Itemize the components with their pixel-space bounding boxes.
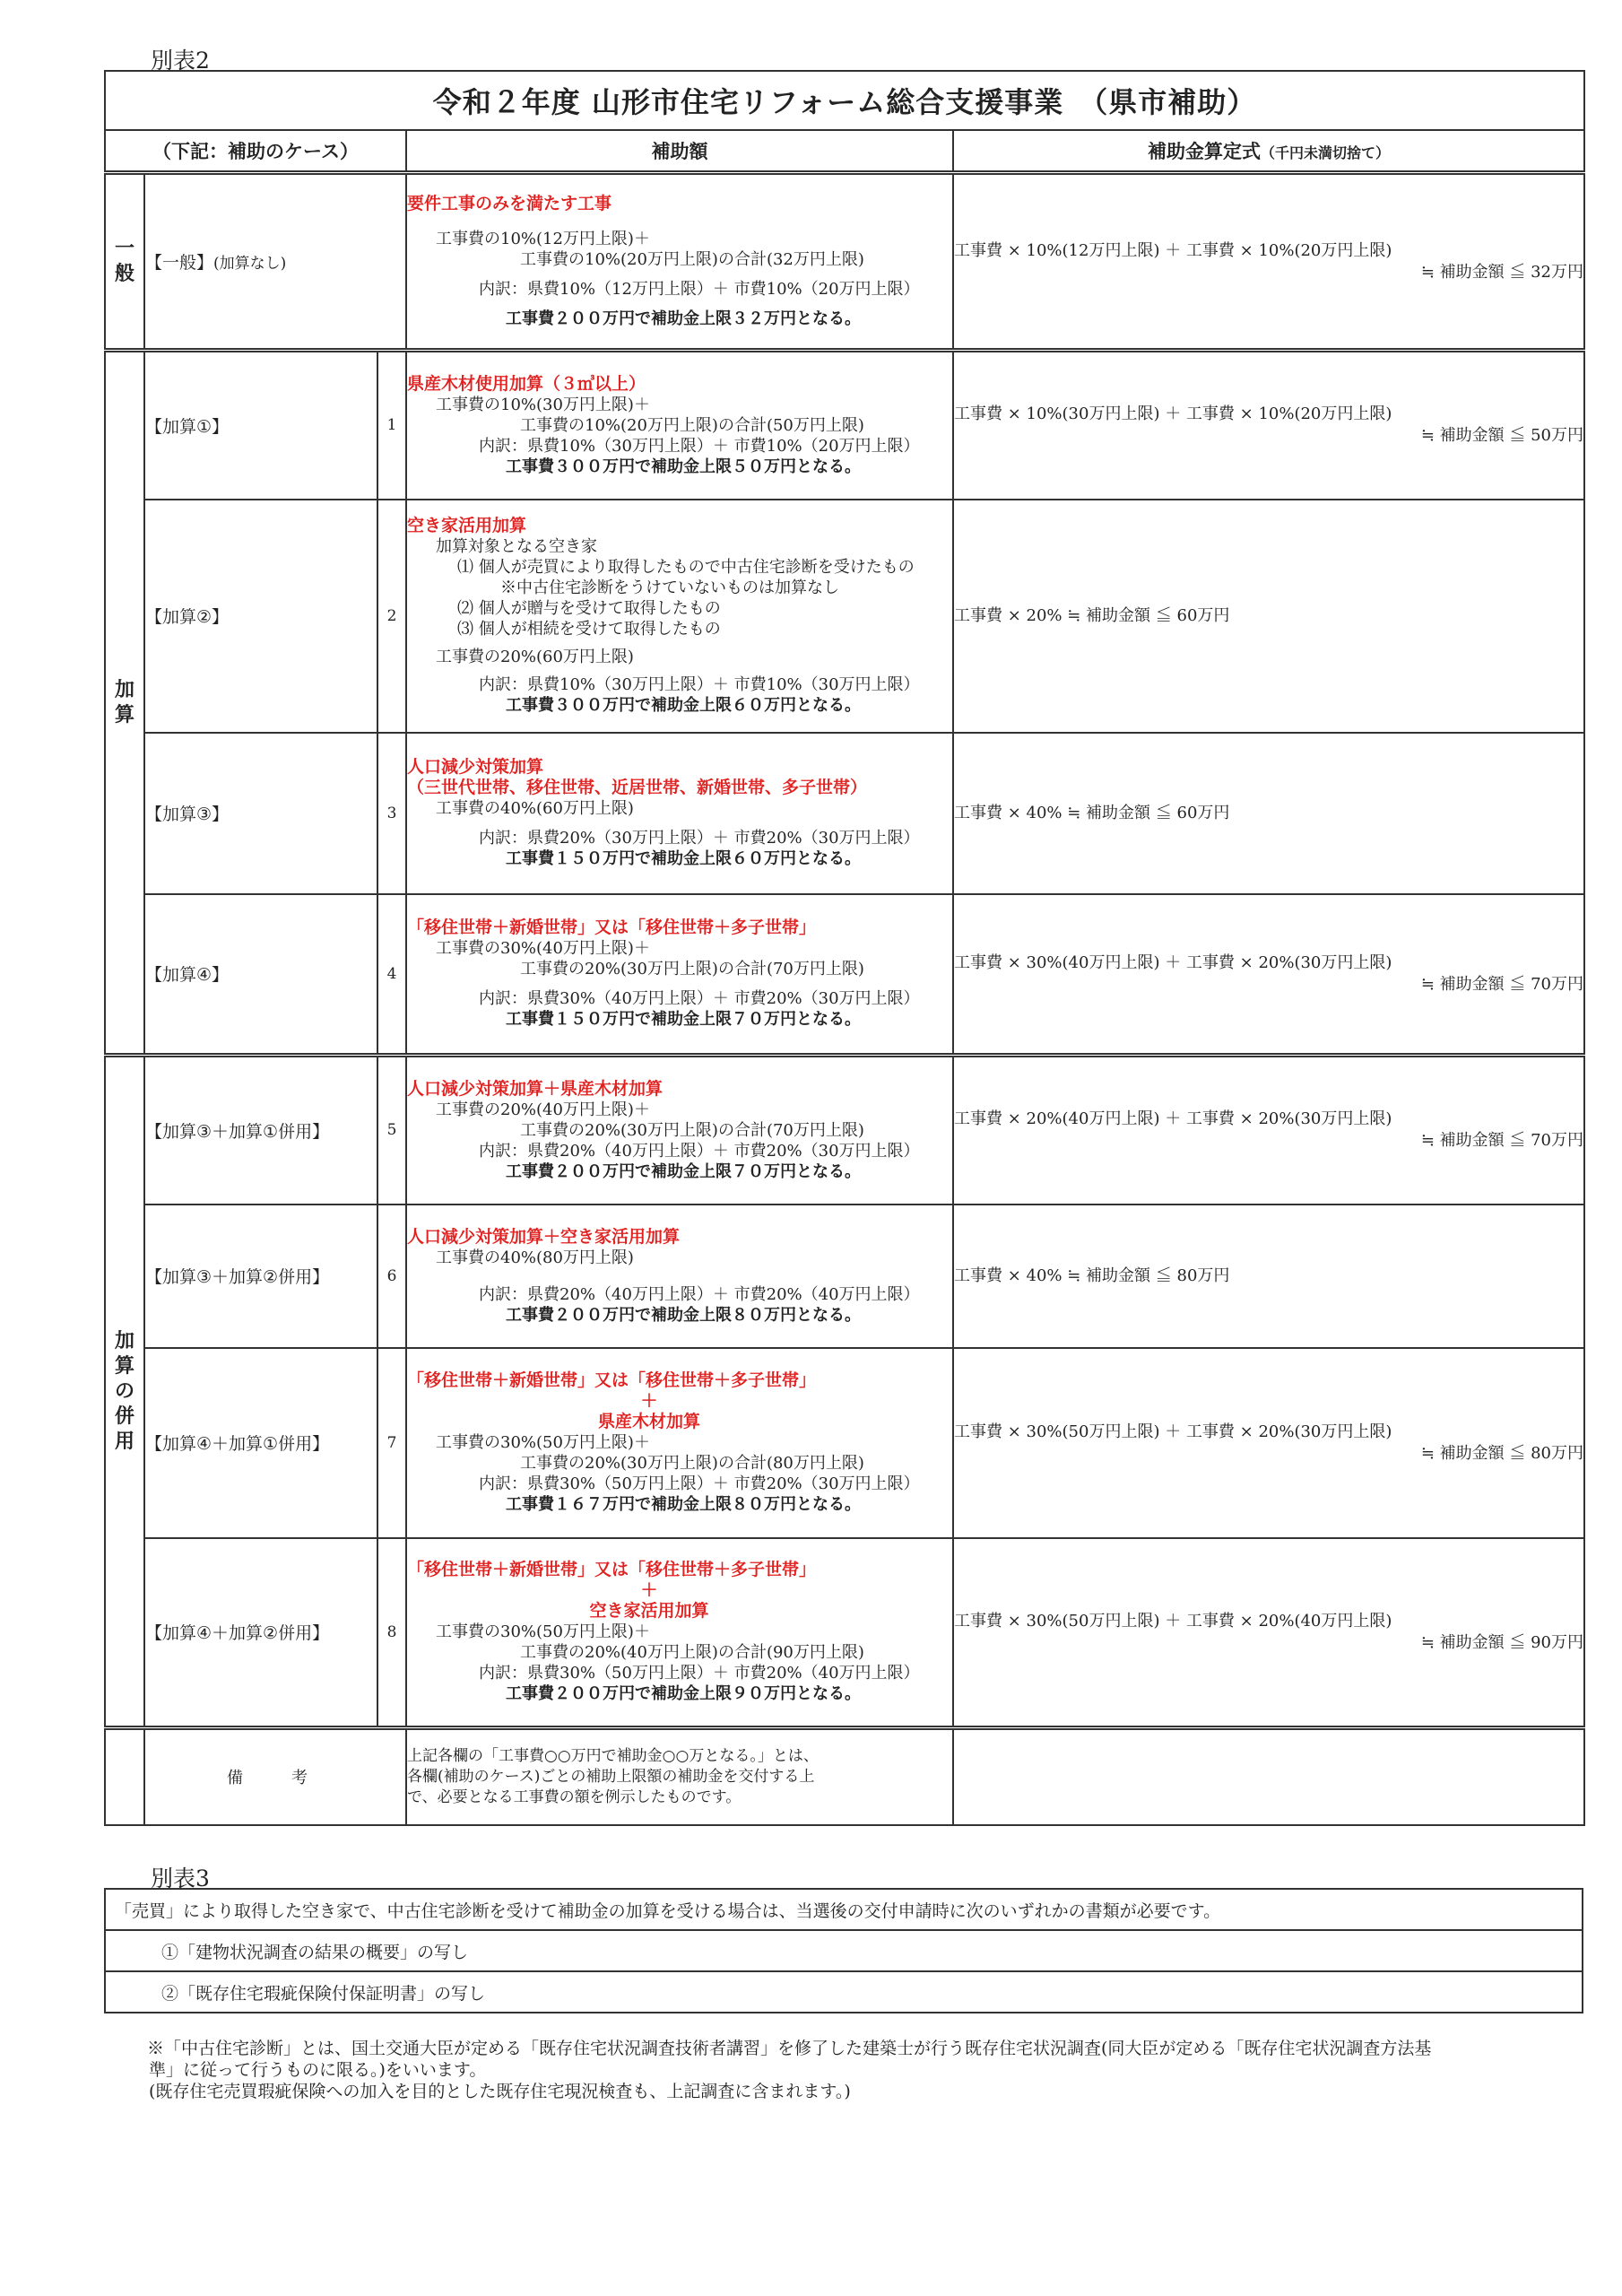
footnote-line: (既存住宅売買瑕疵保険への加入を目的とした既存住宅現況検査も、上記調査に含まれます。) [149,2082,851,2101]
case-number: 4 [377,894,406,1056]
case-number: 1 [377,351,406,500]
header-formula: 補助金算定式（千円未満切捨て） [953,130,1584,173]
header-case: （下記：補助のケース） [105,130,406,173]
case-number: 8 [377,1538,406,1728]
remarks-row [105,1728,1584,1825]
case-label: 【加算③＋加算②併用】 [144,1205,377,1348]
documents-intro: 「売買」により取得した空き家で、中古住宅診断を受けて補助金の加算を受ける場合は、当選後の交付申請時に次のいずれかの書類が必要です。 [105,1889,1583,1930]
group-combined: 加 算 の 併 用 [105,1056,144,1728]
document-item: ①「建物状況調査の結果の概要」の写し [105,1930,1583,1971]
case-number: 2 [377,500,406,733]
table-title: 令和２年度 山形市住宅リフォーム総合支援事業 （県市補助） [105,71,1584,130]
case-label: 【加算④＋加算①併用】 [144,1348,377,1538]
remarks-text: 上記各欄の「工事費○○万円で補助金○○万となる。」とは、 各欄(補助のケース)ごとの補助上限額の補助金を交付する上 で、必要となる工事費の額を例示したものです。 [406,1728,953,1825]
sheet3-label: 別表3 [151,1866,210,1892]
group-addition: 加 算 [105,351,144,1056]
amount-cell: 「移住世帯＋新婚世帯」又は「移住世帯＋多子世帯」 ＋ 空き家活用加算 工事費の30%(50万円上限)＋ 工事費の20%(40万円上限)の合計(90万円上限) 内訳：県費30%（50万円上限）＋ 市費20%（40万円上限） 工事費２００万円で補助金上限９０万円となる。 [406,1538,953,1728]
header-amount: 補助額 [406,130,953,173]
table-row [105,500,1584,733]
case-label: 【加算④＋加算②併用】 [144,1538,377,1728]
remarks-label: 備 考 [144,1728,406,1825]
formula-general: 工事費 × 10%(12万円上限) ＋ 工事費 × 10%(20万円上限) ≒ 補助金額 ≦ 32万円 [953,173,1584,351]
case-label: 【加算③＋加算①併用】 [144,1056,377,1205]
case-label: 【加算①】 [144,351,377,500]
table-row [105,1348,1584,1538]
table-row [105,894,1584,1056]
case-number: 6 [377,1205,406,1348]
footnote-line: ※「中古住宅診断」とは、国土交通大臣が定める「既存住宅状況調査技術者講習」を修了した建築士が行う既存住宅状況調査(同大臣が定める「既存住宅状況調査方法基 [147,2039,1432,2058]
formula-cell: 工事費 × 20% ≒ 補助金額 ≦ 60万円 [953,500,1584,733]
case-number: 3 [377,733,406,894]
documents-table [104,1888,1583,2013]
case-label: 【加算③】 [144,733,377,894]
table-row [105,1205,1584,1348]
formula-cell: 工事費 × 30%(40万円上限) ＋ 工事費 × 20%(30万円上限) ≒ 補助金額 ≦ 70万円 [953,894,1584,1056]
formula-cell: 工事費 × 40% ≒ 補助金額 ≦ 80万円 [953,1205,1584,1348]
group-general: 一 般 [105,173,144,351]
table-row [105,1538,1584,1728]
amount-cell: 人口減少対策加算＋県産木材加算 工事費の20%(40万円上限)＋ 工事費の20%(30万円上限)の合計(70万円上限) 内訳：県費20%（40万円上限）＋ 市費20%（30万円上限） 工事費２００万円で補助金上限７０万円となる。 [406,1056,953,1205]
footnotes [149,2038,1583,2102]
amount-cell: 人口減少対策加算＋空き家活用加算 工事費の40%(80万円上限) 内訳：県費20%（40万円上限）＋ 市費20%（40万円上限） 工事費２００万円で補助金上限８０万円となる。 [406,1205,953,1348]
table-row [105,351,1584,500]
sheet2-label: 別表2 [151,48,210,74]
amount-cell: 「移住世帯＋新婚世帯」又は「移住世帯＋多子世帯」 工事費の30%(40万円上限)＋ 工事費の20%(30万円上限)の合計(70万円上限) 内訳：県費30%（40万円上限）＋ 市費20%（30万円上限） 工事費１５０万円で補助金上限７０万円となる。 [406,894,953,1056]
amount-cell: 県産木材使用加算（３㎥以上） 工事費の10%(30万円上限)＋ 工事費の10%(20万円上限)の合計(50万円上限) 内訳：県費10%（30万円上限）＋ 市費10%（20万円上限） 工事費３００万円で補助金上限５０万円となる。 [406,351,953,500]
table-row [105,1056,1584,1205]
amount-general: 要件工事のみを満たす工事 工事費の10%(12万円上限)＋ 工事費の10%(20万円上限)の合計(32万円上限) 内訳：県費10%（12万円上限）＋ 市費10%（20万円上限） 工事費２００万円で補助金上限３２万円となる。 [406,173,953,351]
amount-cell: 人口減少対策加算 （三世代世帯、移住世帯、近居世帯、新婚世帯、多子世帯） 工事費の40%(60万円上限) 内訳：県費20%（30万円上限）＋ 市費20%（30万円上限） 工事費１５０万円で補助金上限６０万円となる。 [406,733,953,894]
case-label: 【加算④】 [144,894,377,1056]
subsidy-table [104,70,1585,1826]
document-item: ②「既存住宅瑕疵保険付保証明書」の写し [105,1971,1583,2013]
formula-cell: 工事費 × 20%(40万円上限) ＋ 工事費 × 20%(30万円上限) ≒ 補助金額 ≦ 70万円 [953,1056,1584,1205]
case-label: 【加算②】 [144,500,377,733]
case-number: 7 [377,1348,406,1538]
formula-cell: 工事費 × 10%(30万円上限) ＋ 工事費 × 10%(20万円上限) ≒ 補助金額 ≦ 50万円 [953,351,1584,500]
table-row [105,733,1584,894]
footnote-line: 準」に従って行うものに限る。)をいいます。 [149,2060,487,2080]
formula-cell: 工事費 × 30%(50万円上限) ＋ 工事費 × 20%(30万円上限) ≒ 補助金額 ≦ 80万円 [953,1348,1584,1538]
formula-cell: 工事費 × 40% ≒ 補助金額 ≦ 60万円 [953,733,1584,894]
amount-cell: 空き家活用加算 加算対象となる空き家 ⑴ 個人が売買により取得したもので中古住宅診断を受けたもの ※中古住宅診断をうけていないものは加算なし ⑵ 個人が贈与を受けて取得したもの ⑶ 個人が相続を受けて取得したもの 工事費の20%(60万円上限) 内訳：県費10%（30万円上限）＋ 市費10%（30万円上限） 工事費３００万円で補助金上限６０万円となる。 [406,500,953,733]
amount-cell: 「移住世帯＋新婚世帯」又は「移住世帯＋多子世帯」 ＋ 県産木材加算 工事費の30%(50万円上限)＋ 工事費の20%(30万円上限)の合計(80万円上限) 内訳：県費30%（50万円上限）＋ 市費20%（30万円上限） 工事費１６７万円で補助金上限８０万円となる。 [406,1348,953,1538]
case-number: 5 [377,1056,406,1205]
table-row [105,173,1584,351]
formula-cell: 工事費 × 30%(50万円上限) ＋ 工事費 × 20%(40万円上限) ≒ 補助金額 ≦ 90万円 [953,1538,1584,1728]
case-general: 【一般】(加算なし) [144,173,406,351]
